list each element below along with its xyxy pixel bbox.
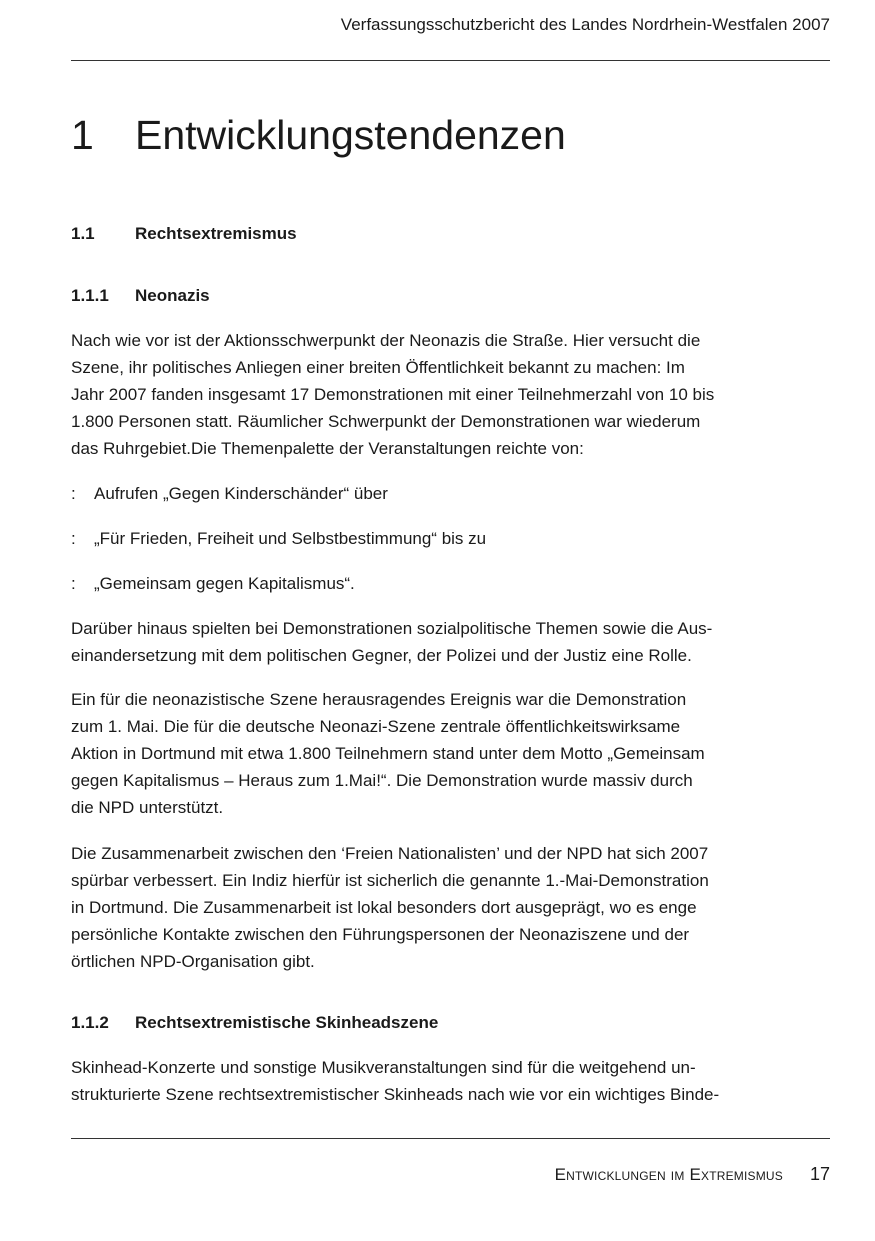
- bullet-marker: :: [71, 529, 76, 548]
- list-item-text: „Gemeinsam gegen Kapitalismus“.: [94, 574, 355, 593]
- header-divider: [71, 60, 830, 61]
- paragraph-demonstrations: [71, 327, 801, 462]
- text-line: Aktion in Dortmund mit etwa 1.800 Teilnehmern stand unter dem Motto „Gemeinsam: [71, 744, 705, 763]
- text-line: einandersetzung mit dem politischen Gegner, der Polizei und der Justiz eine Rolle.: [71, 646, 692, 665]
- text-line: 1.800 Personen statt. Räumlicher Schwerpunkt der Demonstrationen war wiederum: [71, 412, 701, 431]
- text-line: das Ruhrgebiet.Die Themenpalette der Veranstaltungen reichte von:: [71, 439, 584, 458]
- list-item-text: „Für Frieden, Freiheit und Selbstbestimmung“ bis zu: [94, 529, 487, 548]
- section-heading-1-1: [71, 222, 297, 246]
- section-number: 1.1.1: [71, 286, 109, 305]
- list-item: [71, 482, 388, 506]
- text-line: Jahr 2007 fanden insgesamt 17 Demonstrationen mit einer Teilnehmerzahl von 10 bis: [71, 385, 715, 404]
- text-line: spürbar verbessert. Ein Indiz hierfür ist sicherlich die genannte 1.-Mai-Demonstration: [71, 871, 709, 890]
- chapter-heading: [71, 110, 566, 160]
- text-line: gegen Kapitalismus – Heraus zum 1.Mai!“. Die Demonstration wurde massiv durch: [71, 771, 693, 790]
- list-item: [71, 527, 486, 551]
- section-title: Rechtsextremismus: [135, 224, 297, 243]
- bullet-marker: :: [71, 574, 76, 593]
- text-line: in Dortmund. Die Zusammenarbeit ist lokal besonders dort ausgeprägt, wo es enge: [71, 898, 697, 917]
- text-line: die NPD unterstützt.: [71, 798, 224, 817]
- bullet-marker: :: [71, 484, 76, 503]
- list-item-text: Aufrufen „Gegen Kinderschänder“ über: [94, 484, 388, 503]
- chapter-title: Entwicklungstendenzen: [135, 112, 566, 158]
- paragraph-skinhead-concerts: [71, 1054, 801, 1108]
- section-title: Rechtsextremistische Skinheadszene: [135, 1013, 439, 1032]
- section-title: Neonazis: [135, 286, 210, 305]
- section-number: 1.1: [71, 224, 95, 243]
- section-heading-1-1-2: [71, 1011, 438, 1035]
- running-footer: Entwicklungen im Extremismus: [554, 1165, 783, 1184]
- list-item: [71, 572, 355, 596]
- text-line: Skinhead-Konzerte und sonstige Musikveranstaltungen sind für die weitgehend un-: [71, 1058, 696, 1077]
- text-line: persönliche Kontakte zwischen den Führungspersonen der Neonaziszene und der: [71, 925, 690, 944]
- text-line: Darüber hinaus spielten bei Demonstrationen sozialpolitische Themen sowie die Aus-: [71, 619, 713, 638]
- section-heading-1-1-1: [71, 284, 210, 308]
- text-line: Szene, ihr politisches Anliegen einer breiten Öffentlichkeit bekannt zu machen: Im: [71, 358, 685, 377]
- paragraph-topics: [71, 615, 801, 669]
- text-line: Ein für die neonazistische Szene herausragendes Ereignis war die Demonstration: [71, 690, 687, 709]
- text-line: zum 1. Mai. Die für die deutsche Neonazi-Szene zentrale öffentlichkeitswirksame: [71, 717, 681, 736]
- paragraph-cooperation: [71, 840, 801, 975]
- text-line: Nach wie vor ist der Aktionsschwerpunkt der Neonazis die Straße. Hier versucht die: [71, 331, 701, 350]
- text-line: strukturierte Szene rechtsextremistischer Skinheads nach wie vor ein wichtiges Binde-: [71, 1085, 720, 1104]
- chapter-number: 1: [71, 112, 94, 158]
- page-number: 17: [809, 1164, 830, 1184]
- running-header: Verfassungsschutzbericht des Landes Nordrhein-Westfalen 2007: [340, 15, 830, 34]
- paragraph-may-day: [71, 686, 801, 821]
- footer-divider: [71, 1138, 830, 1139]
- text-line: Die Zusammenarbeit zwischen den ‘Freien Nationalisten’ und der NPD hat sich 2007: [71, 844, 709, 863]
- section-number: 1.1.2: [71, 1013, 109, 1032]
- text-line: örtlichen NPD-Organisation gibt.: [71, 952, 315, 971]
